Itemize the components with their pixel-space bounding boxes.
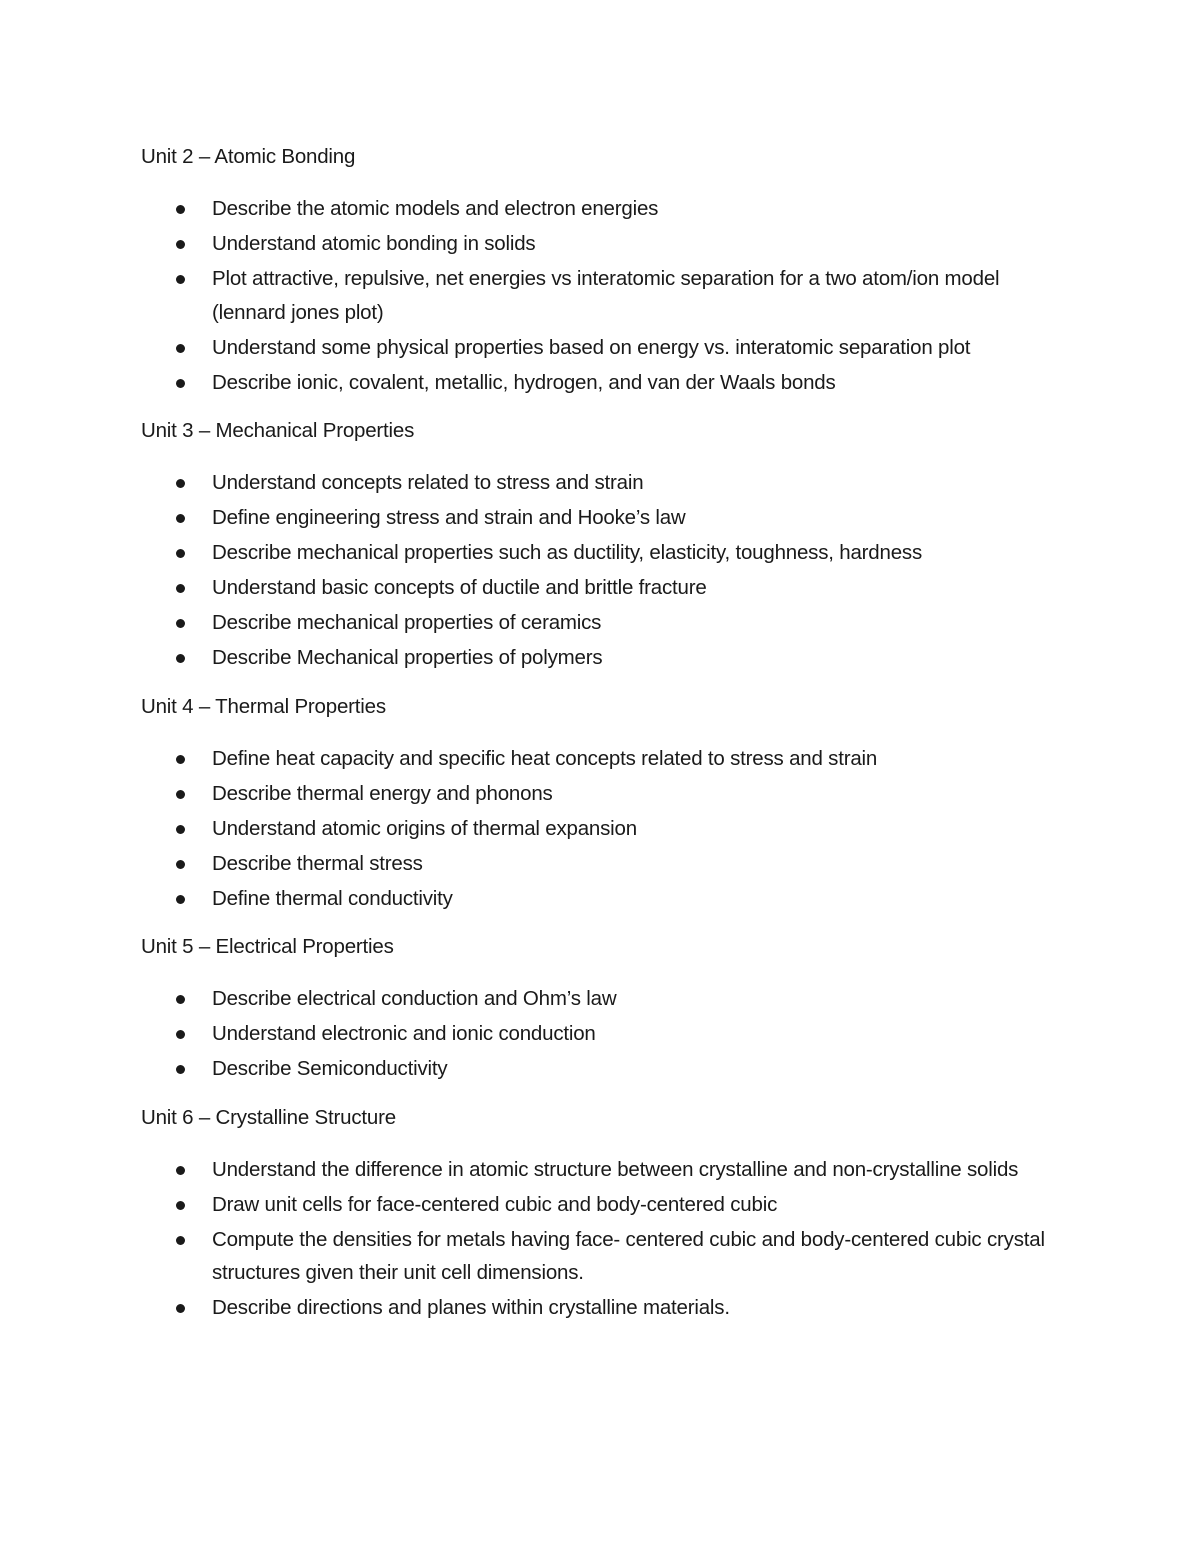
list-item-text: Describe thermal energy and phonons [212, 781, 553, 805]
list-item-text: Define heat capacity and specific heat concepts related to stress and strain [212, 746, 878, 770]
list-item-text: Describe electrical conduction and Ohm’s law [212, 987, 617, 1010]
unit-title: Unit 5 – Electrical Properties [141, 935, 394, 958]
list-item [141, 641, 1061, 675]
bullet-icon [176, 1030, 185, 1039]
unit-section-5 [141, 931, 1061, 1086]
bullet-icon [176, 584, 185, 593]
unit-title: Unit 3 – Mechanical Properties [141, 419, 415, 442]
bullet-icon [176, 344, 185, 353]
bullet-icon [176, 379, 185, 388]
bullet-icon [176, 790, 185, 799]
list-item [141, 466, 1061, 500]
list-item [141, 1188, 1061, 1222]
list-item [141, 262, 1061, 329]
list-item [141, 847, 1061, 881]
bullet-icon [176, 1304, 185, 1313]
objective-list [141, 192, 1061, 399]
list-item [141, 192, 1061, 226]
unit-title: Unit 6 – Crystalline Structure [141, 1105, 396, 1129]
bullet-icon [176, 895, 185, 904]
unit-title: Unit 2 – Atomic Bonding [141, 145, 356, 168]
list-item-text: Plot attractive, repulsive, net energies vs interatomic separation for a two atom/ion model (lennard jones plot) [212, 267, 1000, 324]
bullet-icon [176, 1065, 185, 1074]
list-item [141, 571, 1061, 605]
bullet-icon [176, 755, 185, 764]
list-item-text: Describe the atomic models and electron energies [212, 197, 659, 220]
list-item-text: Describe Semiconductivity [212, 1057, 448, 1080]
list-item [141, 501, 1061, 535]
list-item [141, 366, 1061, 400]
list-item-text: Describe ionic, covalent, metallic, hydrogen, and van der Waals bonds [212, 370, 836, 394]
unit-title: Unit 4 – Thermal Properties [141, 694, 386, 718]
list-item-text: Compute the densities for metals having face- centered cubic and body-centered cubic crystal structures given their unit cell dimensions. [212, 1227, 1045, 1284]
bullet-icon [176, 654, 185, 663]
objective-list [141, 982, 1061, 1086]
list-item-text: Understand concepts related to stress and strain [212, 471, 644, 494]
list-item-text: Describe directions and planes within crystalline materials. [212, 1296, 730, 1319]
bullet-icon [176, 240, 185, 249]
list-item-text: Understand the difference in atomic structure between crystalline and non-crystalline solids [212, 1157, 1019, 1181]
objective-list [141, 742, 1061, 916]
bullet-icon [176, 825, 185, 834]
list-item [141, 742, 1061, 776]
bullet-icon [176, 1166, 185, 1175]
bullet-icon [176, 619, 185, 628]
list-item [141, 1052, 1061, 1086]
list-item-text: Define thermal conductivity [212, 886, 453, 910]
list-item-text: Describe mechanical properties such as ductility, elasticity, toughness, hardness [212, 541, 922, 564]
list-item [141, 1017, 1061, 1051]
list-item-text: Understand electronic and ionic conduction [212, 1022, 596, 1045]
bullet-icon [176, 275, 185, 284]
unit-section-2 [141, 141, 1061, 399]
list-item-text: Describe Mechanical properties of polymers [212, 646, 603, 669]
list-item-text: Draw unit cells for face-centered cubic and body-centered cubic [212, 1192, 778, 1216]
list-item-text: Describe thermal stress [212, 851, 423, 875]
list-item [141, 1223, 1061, 1290]
unit-section-6 [141, 1102, 1061, 1325]
list-item-text: Describe mechanical properties of ceramics [212, 611, 602, 634]
bullet-icon [176, 995, 185, 1004]
list-item-text: Understand some physical properties based on energy vs. interatomic separation plot [212, 335, 971, 359]
list-item [141, 536, 1061, 570]
list-item-text: Understand basic concepts of ductile and brittle fracture [212, 576, 707, 599]
list-item [141, 982, 1061, 1016]
list-item [141, 1291, 1061, 1325]
list-item [141, 882, 1061, 916]
bullet-icon [176, 479, 185, 488]
bullet-icon [176, 1236, 185, 1245]
unit-section-4 [141, 691, 1061, 916]
list-item [141, 227, 1061, 261]
list-item [141, 606, 1061, 640]
bullet-icon [176, 1201, 185, 1210]
objective-list [141, 466, 1061, 675]
list-item [141, 777, 1061, 811]
list-item [141, 1153, 1061, 1187]
unit-section-3 [141, 415, 1061, 675]
objective-list [141, 1153, 1061, 1325]
bullet-icon [176, 205, 185, 214]
document-page [141, 141, 1061, 1341]
bullet-icon [176, 860, 185, 869]
list-item-text: Understand atomic origins of thermal expansion [212, 816, 637, 840]
bullet-icon [176, 549, 185, 558]
list-item-text: Define engineering stress and strain and Hooke’s law [212, 506, 686, 529]
bullet-icon [176, 514, 185, 523]
list-item-text: Understand atomic bonding in solids [212, 232, 536, 255]
list-item [141, 331, 1061, 365]
list-item [141, 812, 1061, 846]
